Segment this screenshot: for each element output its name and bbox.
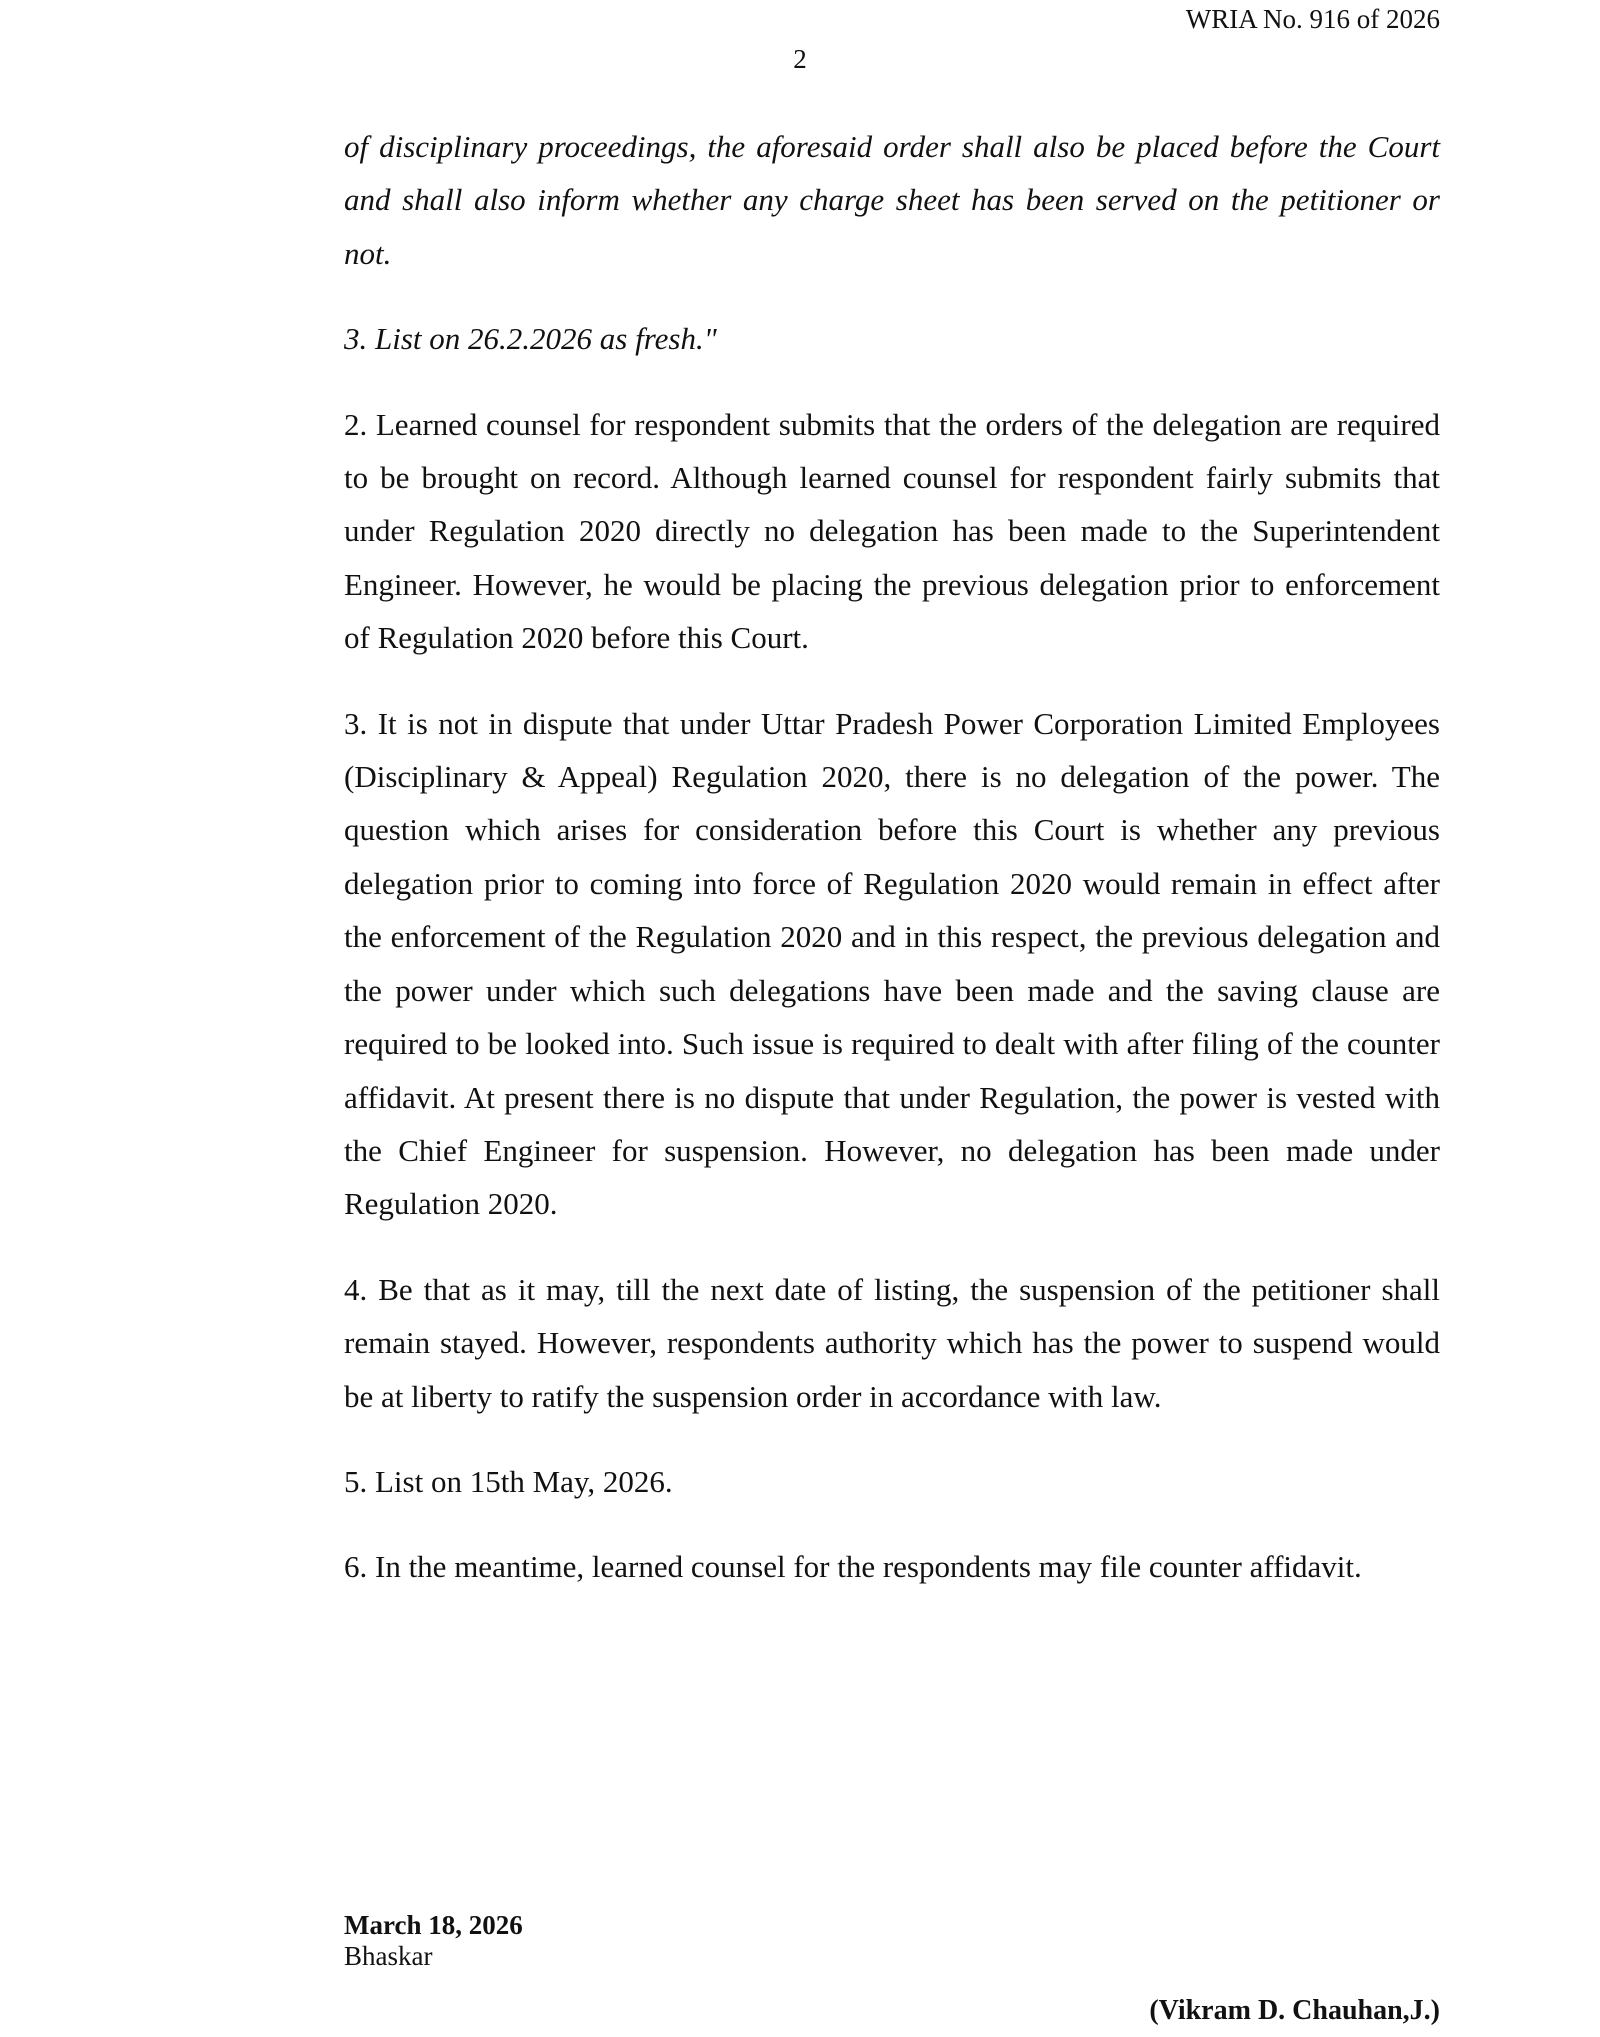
order-body: [344, 120, 1440, 1626]
judge-signature: (Vikram D. Chauhan,J.): [1149, 1995, 1440, 2026]
paragraph-5: 5. List on 15th May, 2026.: [344, 1463, 673, 1499]
paragraph-3: 3. It is not in dispute that under Uttar Pradesh Power Corporation Limited Employees (Disciplinary & Appeal) Regulation 2020, there is no delegation of the power. The question which arises for consideration before this Court is whether any previous delegation prior to coming into force of Regulation 2020 would remain in effect after the enforcement of the Regulation 2020 and in this respect, the previous delegation and the power under which such delegations have been made and the saving clause are required to be looked into. Such issue is required to dealt with after filing of the counter affidavit. At present there is no dispute that under Regulation, the power is vested with the Chief Engineer for suspension. However, no delegation has been made under Regulation 2020.: [344, 705, 1440, 1222]
order-date: March 18, 2026: [344, 1910, 523, 1940]
paragraph-6: 6. In the meantime, learned counsel for the respondents may file counter affidavit.: [344, 1549, 1362, 1585]
clerk-name: Bhaskar: [344, 1941, 433, 1971]
page-number: 2: [793, 44, 807, 74]
paragraph-2: 2. Learned counsel for respondent submits that the orders of the delegation are required to be brought on record. Although learned counsel for respondent fairly submits that under Regulation 2020 directly no delegation has been made to the Superintendent Engineer. However, he would be placing the previous delegation prior to enforcement of Regulation 2020 before this Court.: [344, 406, 1440, 656]
quoted-item-3: 3. List on 26.2.2026 as fresh.": [344, 321, 717, 357]
quoted-continuation: of disciplinary proceedings, the aforesaid order shall also be placed before the Court and shall also inform whether any charge sheet has been served on the petitioner or not.: [344, 129, 1440, 271]
paragraph-4: 4. Be that as it may, till the next date of listing, the suspension of the petitioner shall remain stayed. However, respondents authority which has the power to suspend would be at liberty to ratify the suspension order in accordance with law.: [344, 1271, 1440, 1414]
case-reference: WRIA No. 916 of 2026: [1185, 4, 1440, 34]
